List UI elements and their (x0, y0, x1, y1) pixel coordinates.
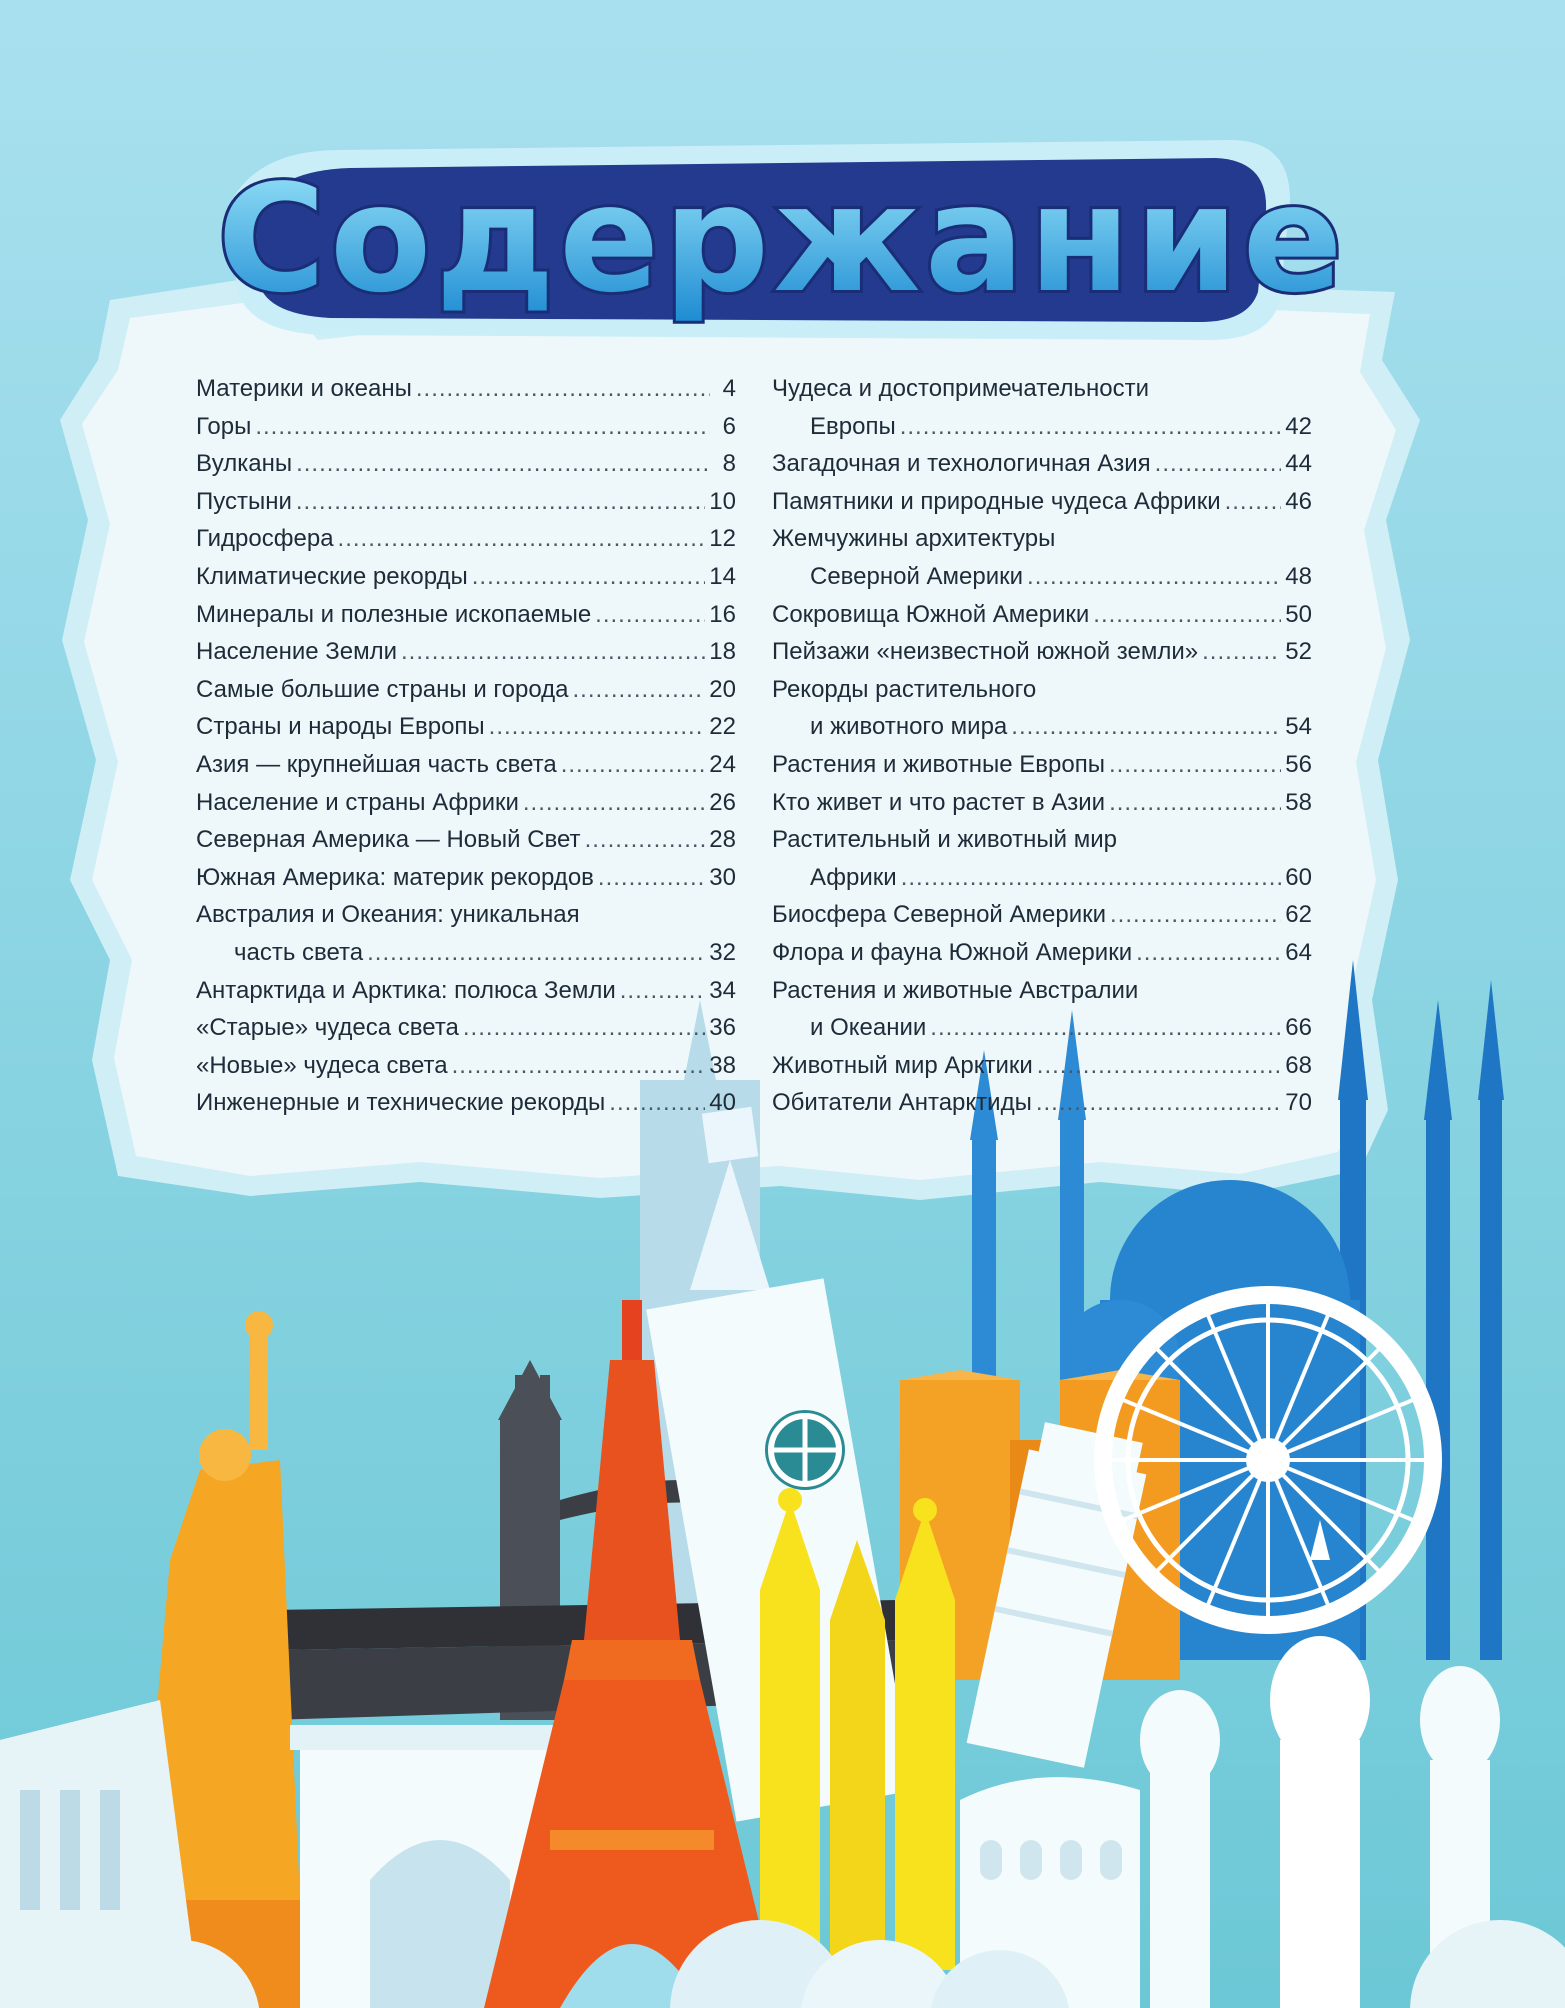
toc-leader-dots (472, 558, 706, 596)
toc-leader-dots (523, 784, 705, 822)
toc-page-number: 52 (1285, 638, 1312, 666)
toc-page-number: 60 (1285, 863, 1312, 891)
toc-entry (196, 972, 736, 1010)
toc-entry-continuation: и Океании (810, 1014, 927, 1042)
toc-page-number: 68 (1285, 1051, 1312, 1079)
toc-entry-title: Северная Америка — Новый Свет (196, 826, 581, 854)
toc-leader-dots (1155, 445, 1282, 483)
toc-page-number: 58 (1285, 788, 1312, 816)
toc-entry-title: «Новые» чудеса света (196, 1051, 448, 1079)
toc-leader-dots (1109, 784, 1281, 822)
toc-entry-title: «Старые» чудеса света (196, 1014, 459, 1042)
toc-leader-dots (296, 483, 705, 521)
toc-leader-dots (561, 746, 706, 784)
toc-page-number: 26 (709, 788, 736, 816)
toc-leader-dots (1036, 1084, 1281, 1122)
toc-entry (772, 708, 1312, 746)
toc-leader-dots (1037, 1047, 1282, 1085)
toc-entry-title: Материки и океаны (196, 375, 412, 402)
toc-entry-title-line (772, 520, 1312, 558)
toc-page-number: 22 (709, 713, 736, 741)
toc-entry (772, 1047, 1312, 1085)
toc-page-number: 18 (709, 638, 736, 666)
toc-entry-continuation: часть света (234, 938, 364, 966)
toc-entry-title: Кто живет и что растет в Азии (772, 788, 1106, 816)
toc-page-number: 46 (1285, 487, 1312, 515)
toc-entry-title-line (772, 671, 1312, 709)
toc-entry (772, 483, 1312, 521)
toc-entry-title: Биосфера Северной Америки (772, 901, 1107, 929)
toc-entry (772, 408, 1312, 446)
toc-leader-dots (585, 821, 706, 859)
page-title-text: Содержание (217, 153, 1347, 325)
toc-entry-title: Горы (196, 412, 252, 440)
toc-page-number: 62 (1285, 901, 1312, 929)
toc-entry (196, 671, 736, 709)
toc-leader-dots (463, 1009, 705, 1047)
toc-entry-title: Рекорды растительного (772, 675, 1037, 703)
toc-entry (196, 746, 736, 784)
toc-entry-title: Население и страны Африки (196, 788, 519, 816)
toc-entry (772, 1084, 1312, 1122)
toc-leader-dots (573, 671, 706, 709)
toc-page-number: 64 (1285, 938, 1312, 966)
toc-leader-dots (1027, 558, 1281, 596)
toc-entry-title: Памятники и природные чудеса Африки (772, 487, 1221, 515)
toc-leader-dots (1093, 596, 1281, 634)
toc-page-number: 16 (709, 600, 736, 628)
toc-entry (196, 1084, 736, 1122)
toc-entry (196, 483, 736, 521)
toc-entry-continuation: Европы (810, 412, 896, 440)
toc-entry (196, 370, 736, 408)
toc-entry (772, 859, 1312, 897)
toc-entry (196, 445, 736, 483)
toc-entry-title: Самые большие страны и города (196, 675, 569, 703)
toc-leader-dots (1110, 896, 1281, 934)
toc-leader-dots (900, 408, 1282, 446)
toc-leader-dots (595, 596, 705, 634)
toc-leader-dots (367, 934, 705, 972)
toc-entry (196, 558, 736, 596)
toc-page-number: 50 (1285, 600, 1312, 628)
toc-leader-dots (1202, 633, 1281, 671)
toc-entry-title: Азия — крупнейшая часть света (196, 750, 557, 778)
toc-entry-continuation: и животного мира (810, 713, 1008, 741)
toc-entry-title: Гидросфера (196, 525, 334, 553)
toc-entry (196, 1009, 736, 1047)
toc-page-number: 36 (709, 1014, 736, 1042)
toc-leader-dots (416, 370, 710, 408)
toc-leader-dots (338, 520, 706, 558)
toc-entry-title: Загадочная и технологичная Азия (772, 450, 1151, 478)
toc-entry (772, 558, 1312, 596)
toc-leader-dots (401, 633, 705, 671)
toc-entry-title-line (772, 370, 1312, 408)
toc-page-number: 20 (709, 675, 736, 703)
toc-entry-continuation: Северной Америки (810, 562, 1024, 590)
toc-entry-title: Пустыни (196, 487, 292, 515)
toc-page-number: 48 (1285, 562, 1312, 590)
toc-entry (196, 596, 736, 634)
toc-leader-dots (1225, 483, 1282, 521)
toc-entry-title: Пейзажи «неизвестной южной земли» (772, 638, 1199, 666)
toc-entry-title: Обитатели Антарктиды (772, 1089, 1032, 1117)
toc-entry-title: Чудеса и достопримечательности (772, 375, 1149, 402)
toc-entry-title: Растения и животные Австралии (772, 976, 1139, 1004)
toc-entry-title: Австралия и Океания: уникальная (196, 901, 580, 929)
ferris-wheel (1103, 1295, 1433, 1625)
toc-leader-dots (620, 972, 706, 1010)
toc-entry (772, 896, 1312, 934)
toc-leader-dots (1109, 746, 1281, 784)
toc-page-number: 14 (709, 562, 736, 590)
toc-page-number: 6 (722, 412, 736, 440)
toc-leader-dots (255, 408, 710, 446)
toc-page-number: 40 (709, 1089, 736, 1117)
toc-entry (772, 934, 1312, 972)
toc-left-column (196, 370, 736, 1122)
toc-entry-title: Сокровища Южной Америки (772, 600, 1090, 628)
toc-entry (196, 859, 736, 897)
toc-entry-title: Животный мир Арктики (772, 1051, 1033, 1079)
toc-page-number: 44 (1285, 450, 1312, 478)
toc-page-number: 28 (709, 826, 736, 854)
toc-entry (196, 633, 736, 671)
toc-page-number: 42 (1285, 412, 1312, 440)
toc-entry-title: Население Земли (196, 638, 398, 666)
toc-entry-title: Антарктида и Арктика: полюса Земли (196, 976, 616, 1004)
toc-entry-title: Южная Америка: материк рекордов (196, 863, 594, 891)
toc-leader-dots (901, 859, 1282, 897)
toc-leader-dots (1011, 708, 1281, 746)
toc-entry (772, 1009, 1312, 1047)
toc-entry (196, 821, 736, 859)
toc-entry-title: Флора и фауна Южной Америки (772, 938, 1133, 966)
sagrada-familia (760, 1488, 955, 1970)
toc-page-number: 10 (709, 487, 736, 515)
toc-entry-title-line (772, 821, 1312, 859)
toc-entry (196, 1047, 736, 1085)
toc-page-number: 38 (709, 1051, 736, 1079)
toc-entry (772, 445, 1312, 483)
toc-entry-title: Растительный и животный мир (772, 826, 1117, 854)
toc-entry (196, 784, 736, 822)
toc-entry-title-line (196, 896, 736, 934)
toc-page-number: 32 (709, 938, 736, 966)
toc-page-number: 56 (1285, 750, 1312, 778)
toc-leader-dots (1136, 934, 1281, 972)
toc-entry-title: Минералы и полезные ископаемые (196, 600, 592, 628)
title-plaque (232, 140, 1290, 340)
toc-entry (196, 408, 736, 446)
toc-entry (772, 784, 1312, 822)
toc-entry-title: Вулканы (196, 450, 293, 478)
toc-entry (196, 708, 736, 746)
toc-leader-dots (598, 859, 705, 897)
toc-entry-title-line (772, 972, 1312, 1010)
toc-entry-title: Растения и животные Европы (772, 750, 1105, 778)
toc-entry (196, 934, 736, 972)
toc-page-number: 4 (722, 375, 736, 402)
toc-page-number: 66 (1285, 1014, 1312, 1042)
toc-entry-title: Климатические рекорды (196, 562, 468, 590)
toc-entry (772, 596, 1312, 634)
toc-leader-dots (452, 1047, 706, 1085)
toc-leader-dots (930, 1009, 1281, 1047)
toc-entry-continuation: Африки (810, 863, 897, 891)
toc-entry-title: Инженерные и технические рекорды (196, 1089, 606, 1117)
toc-page-number: 8 (722, 450, 736, 478)
toc-leader-dots (609, 1084, 705, 1122)
toc-right-column (772, 370, 1312, 1122)
toc-page-number: 12 (709, 525, 736, 553)
toc-page-number: 24 (709, 750, 736, 778)
toc-page-number: 54 (1285, 713, 1312, 741)
toc-page-number: 30 (709, 863, 736, 891)
toc-page-number: 70 (1285, 1089, 1312, 1117)
toc-entry (772, 633, 1312, 671)
toc-leader-dots (296, 445, 710, 483)
toc-page-number: 34 (709, 976, 736, 1004)
toc-entry-title: Страны и народы Европы (196, 713, 485, 741)
toc-leader-dots (489, 708, 706, 746)
toc-entry-title: Жемчужины архитектуры (772, 525, 1056, 553)
toc-entry (196, 520, 736, 558)
toc-entry (772, 746, 1312, 784)
